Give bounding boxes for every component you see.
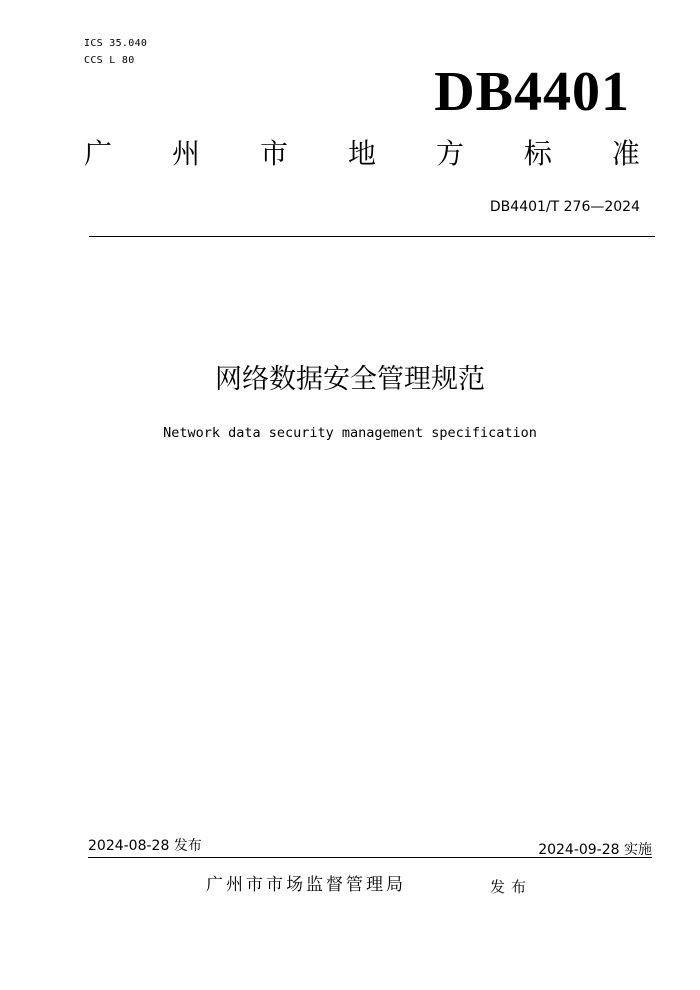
ics-code: ICS 35.040 — [84, 38, 148, 49]
standard-type-char: 准 — [611, 137, 640, 170]
standard-type-char: 广 — [84, 137, 113, 170]
standard-number: DB4401/T 276—2024 — [489, 199, 640, 215]
header-divider — [89, 236, 655, 237]
issue-date: 2024-08-28 发布 — [88, 838, 202, 854]
standard-type-char: 地 — [347, 137, 376, 170]
standard-type-char: 方 — [435, 137, 464, 170]
footer-divider — [88, 857, 652, 858]
document-title-chinese: 网络数据安全管理规范 — [215, 364, 485, 395]
standard-type-char: 市 — [259, 137, 288, 170]
standard-type-heading — [84, 137, 640, 171]
standard-type-char: 标 — [523, 137, 552, 170]
publisher-name: 广州市市场监督管理局 — [206, 875, 406, 895]
standard-type-char: 州 — [171, 137, 200, 170]
standard-mark: DB4401 — [434, 61, 630, 123]
implementation-date: 2024-09-28 实施 — [538, 842, 652, 858]
ccs-code: CCS L 80 — [84, 55, 135, 66]
document-title-english: Network data security management specification — [163, 425, 537, 441]
publisher-action: 发布 — [490, 878, 533, 896]
